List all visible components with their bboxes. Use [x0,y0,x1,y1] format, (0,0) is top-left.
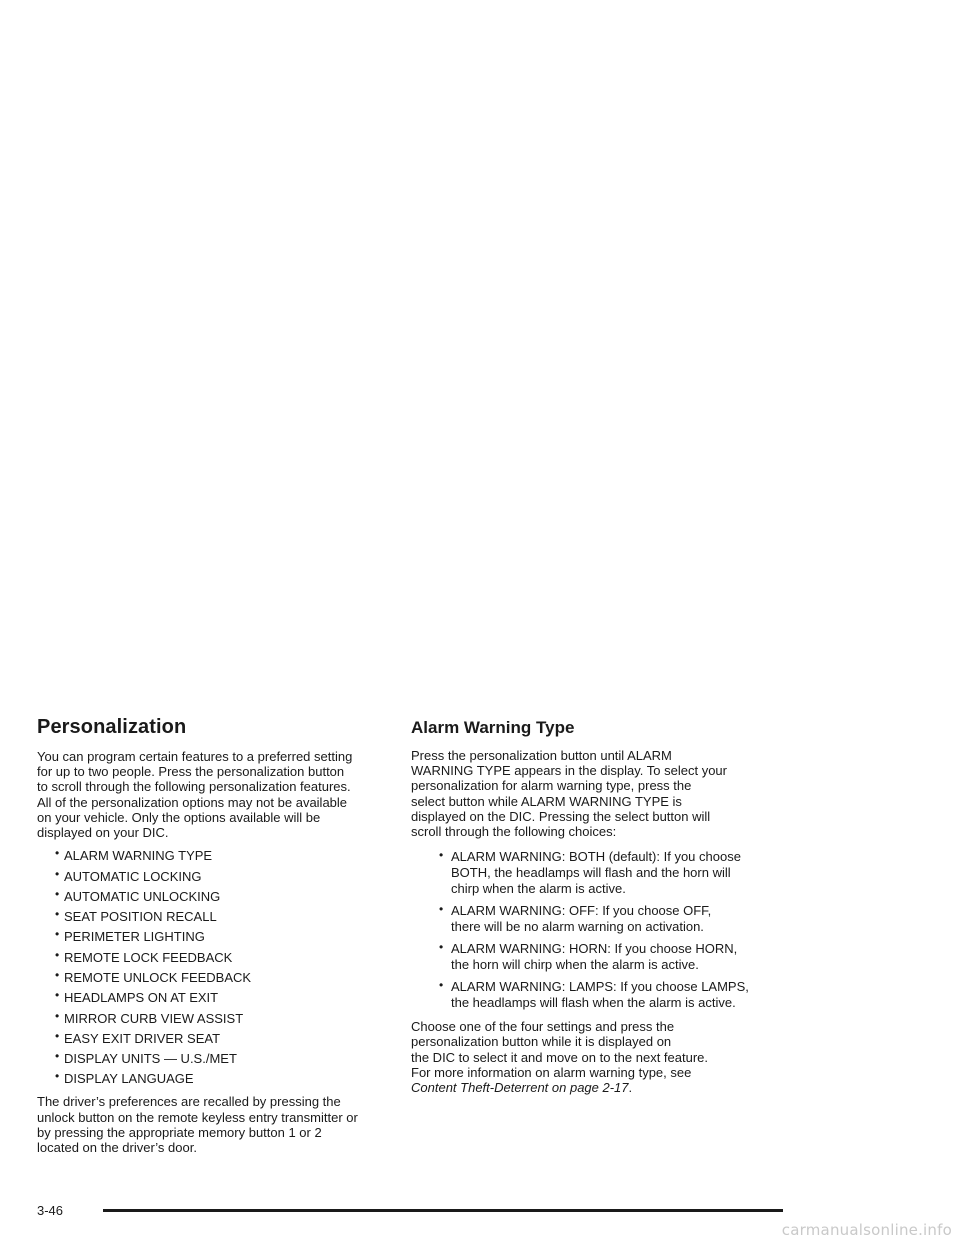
list-item [37,886,397,904]
list-item [411,849,783,897]
bullet-icon: • [55,846,60,861]
text-line: for up to two people. Press the personalization button [37,764,345,780]
text-line: ALARM WARNING: HORN: If you choose HORN, [451,941,738,957]
text-line: displayed on your DIC. [37,825,169,841]
text-line: on your vehicle. Only the options available will be [37,809,321,825]
bullet-icon: • [439,848,444,863]
bullet-icon: • [55,968,60,982]
item-label: EASY EXIT DRIVER SEAT [64,1030,221,1046]
text-line: chirp when the alarm is active. [451,881,626,897]
bullet-icon: • [55,907,60,922]
bullet-icon: • [55,1008,60,1023]
list-item [37,970,397,985]
list-item [411,979,783,1011]
text-line: ALARM WARNING: LAMPS: If you choose LAMPS, [451,979,749,995]
choice-list [411,849,783,1011]
text-line: personalization for alarm warning type, press the [411,778,692,794]
bullet-icon: • [439,902,444,917]
list-item [37,1008,397,1026]
item-label: MIRROR CURB VIEW ASSIST [64,1010,244,1026]
feature-list [37,848,397,1086]
item-label: DISPLAY UNITS — U.S./MET [64,1051,237,1067]
text-line: select button while ALARM WARNING TYPE is [411,793,682,809]
list-item [37,909,397,924]
watermark: carmanualsonline.info [781,1221,952,1239]
bullet-icon: • [55,886,60,901]
text-line: ALARM WARNING: OFF: If you choose OFF, [451,903,712,919]
text-line: Choose one of the four settings and press the [411,1019,675,1035]
bullet-icon: • [55,927,60,942]
text-line: unlock button on the remote keyless entry transmitter or [37,1109,358,1125]
text-line: ALARM WARNING: BOTH (default): If you choose [451,849,741,865]
item-label: SEAT POSITION RECALL [64,909,217,925]
bullet-icon: • [55,866,60,881]
item-label: PERIMETER LIGHTING [64,929,205,945]
text-line: You can program certain features to a preferred setting [37,749,353,764]
bullet-icon: • [55,1049,60,1064]
list-item [411,941,783,973]
item-label: HEADLAMPS ON AT EXIT [64,990,219,1006]
outro-paragraph [37,1094,397,1155]
text-line: WARNING TYPE appears in the display. To select your [411,763,727,779]
intro-paragraph [411,748,783,839]
item-label: DISPLAY LANGUAGE [64,1071,194,1087]
section-heading: Alarm Warning Type [411,718,575,737]
list-item [37,1028,397,1046]
item-label: REMOTE UNLOCK FEEDBACK [64,970,252,985]
text-line: BOTH, the headlamps will flash and the horn will [451,865,731,881]
text-line: Press the personalization button until ALARM [411,748,672,763]
bullet-icon: • [439,978,444,993]
list-item [37,1051,397,1066]
item-label: REMOTE LOCK FEEDBACK [64,949,233,965]
list-item [37,1071,397,1086]
item-label: ALARM WARNING TYPE [64,848,213,864]
alarm-warning-type-section [411,718,783,1095]
bullet-icon: • [55,1069,60,1084]
page-number: 3-46 [37,1203,64,1218]
text-line: the headlamps will flash when the alarm is active. [451,995,736,1011]
section-heading: Personalization [37,716,187,738]
text-line: displayed on the DIC. Pressing the select button will [411,808,711,824]
text-line: The driver’s preferences are recalled by pressing the [37,1094,341,1110]
list-item [37,990,397,1005]
text-line: the horn will chirp when the alarm is active. [451,957,699,973]
list-item [37,947,397,965]
text-line: personalization button while it is displayed on [411,1034,672,1050]
bullet-icon: • [55,947,60,962]
text-line: the DIC to select it and move on to the next feature. [411,1049,709,1065]
punctuation: . [628,1080,633,1096]
text-line: For more information on alarm warning type, see [411,1064,692,1080]
item-label: AUTOMATIC UNLOCKING [64,888,221,904]
bullet-icon: • [55,988,60,1003]
list-item [37,929,397,944]
footer-rule [103,1209,783,1212]
item-label: AUTOMATIC LOCKING [64,868,202,884]
text-line: located on the driver’s door. [37,1140,197,1156]
bullet-icon: • [55,1028,60,1043]
intro-paragraph [37,749,397,840]
personalization-section [37,716,397,1155]
bullet-icon: • [439,940,444,955]
list-item [37,848,397,863]
text-line: scroll through the following choices: [411,824,617,840]
list-item [411,903,783,935]
cross-reference-link[interactable]: Content Theft-Deterrent on page 2-17 [411,1080,629,1096]
outro-paragraph [411,1019,783,1095]
text-line: by pressing the appropriate memory button 1 or 2 [37,1124,322,1140]
list-item [37,866,397,884]
text-line: All of the personalization options may not be available [37,794,348,810]
text-line: there will be no alarm warning on activation. [451,919,704,935]
text-line: to scroll through the following personalization features. [37,779,351,795]
